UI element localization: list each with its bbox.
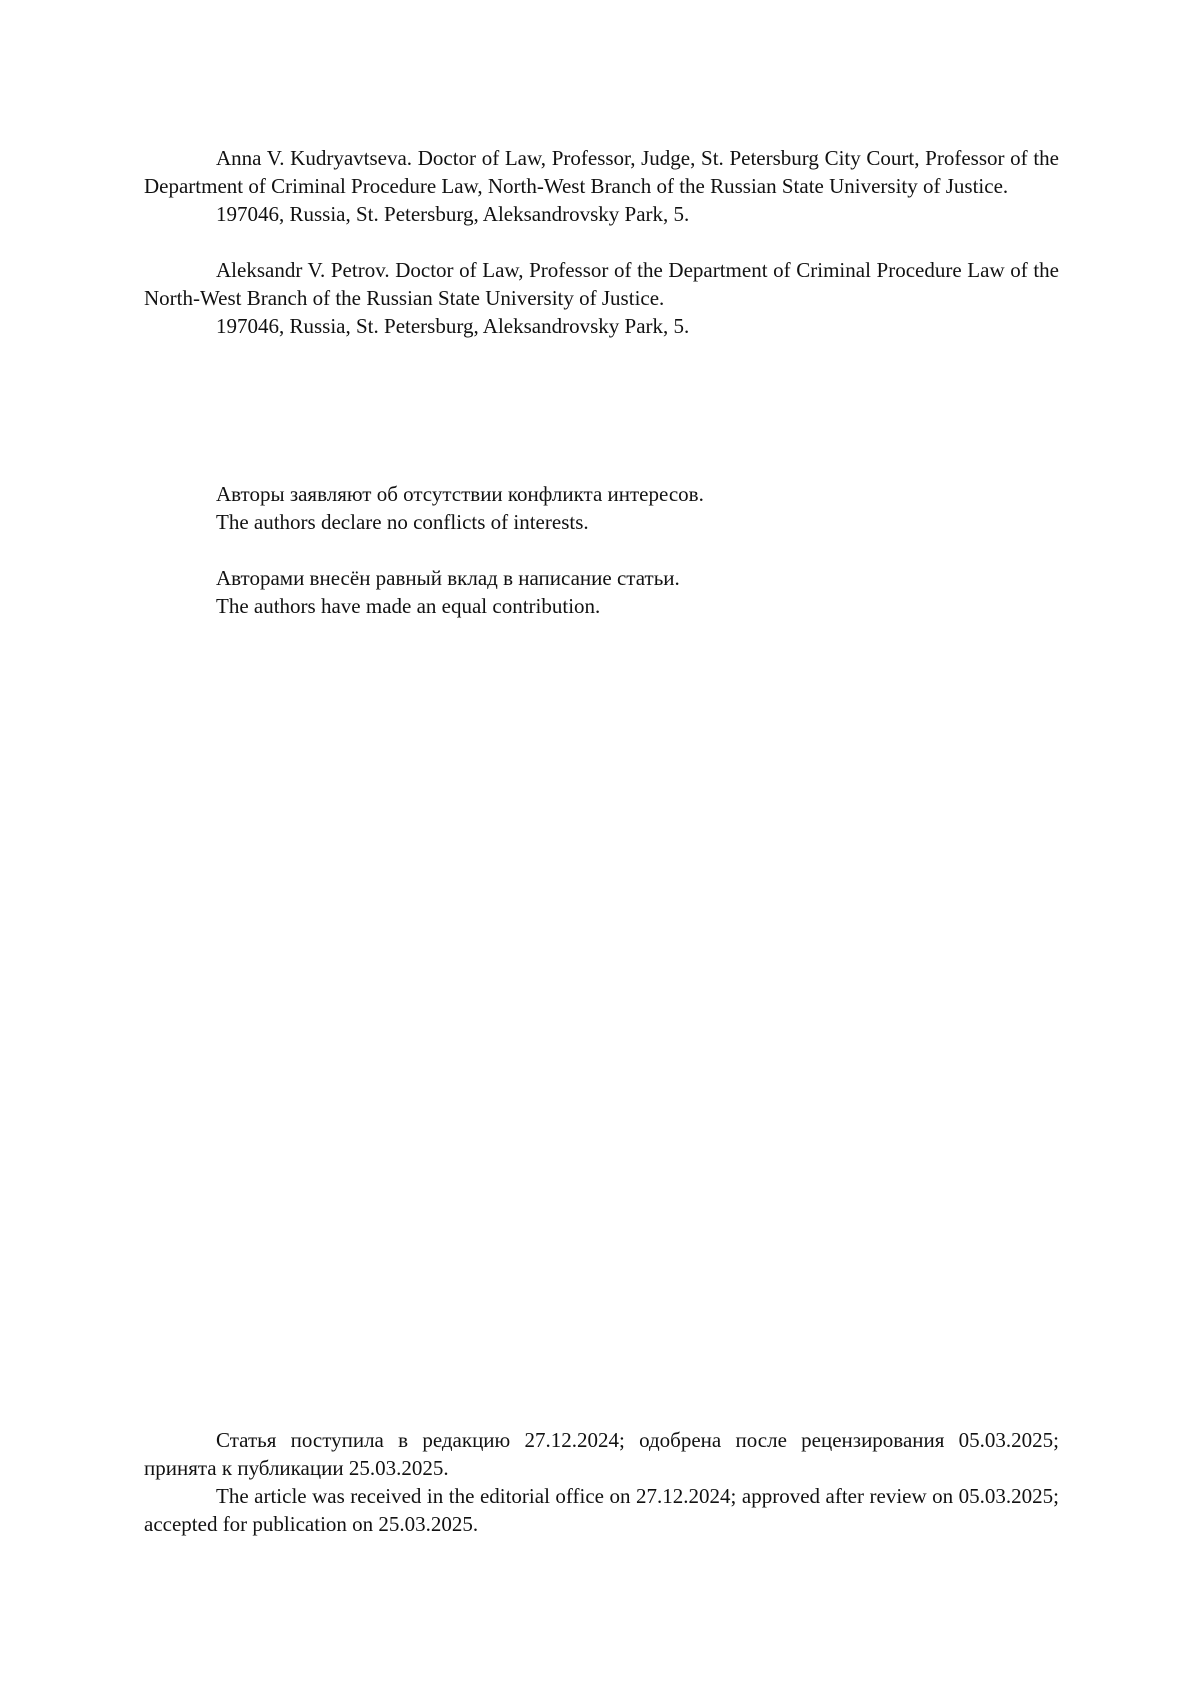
conflict-statement-ru: Авторы заявляют об отсутствии конфликта интересов. xyxy=(216,482,704,506)
spacer xyxy=(144,536,1059,564)
conflict-statement-en: The authors declare no conflicts of interests. xyxy=(216,510,589,534)
author-bio: Aleksandr V. Petrov. Doctor of Law, Professor of the Department of Criminal Procedure Law of the North-West Branch of the Russian State University of Justice. xyxy=(144,258,1059,310)
article-history-section xyxy=(144,1426,1059,1538)
contribution-statement-ru: Авторами внесён равный вклад в написание статьи. xyxy=(216,566,680,590)
declarations-section xyxy=(144,480,1059,620)
author-address: 197046, Russia, St. Petersburg, Aleksandrovsky Park, 5. xyxy=(216,202,690,226)
author-bio: Anna V. Kudryavtseva. Doctor of Law, Professor, Judge, St. Petersburg City Court, Professor of the Department of Criminal Procedure Law, North-West Branch of the Russian State University of Justice. xyxy=(144,146,1059,198)
article-history-en: The article was received in the editorial office on 27.12.2024; approved after review on 05.03.2025; accepted for publication on 25.03.2025. xyxy=(144,1484,1059,1536)
article-history-ru: Статья поступила в редакцию 27.12.2024; одобрена после рецензирования 05.03.2025; принята к публикации 25.03.2025. xyxy=(144,1428,1059,1480)
contribution-statement-en: The authors have made an equal contribution. xyxy=(216,594,601,618)
author-address: 197046, Russia, St. Petersburg, Aleksandrovsky Park, 5. xyxy=(216,314,690,338)
spacer xyxy=(144,228,1059,256)
authors-section xyxy=(144,144,1059,340)
